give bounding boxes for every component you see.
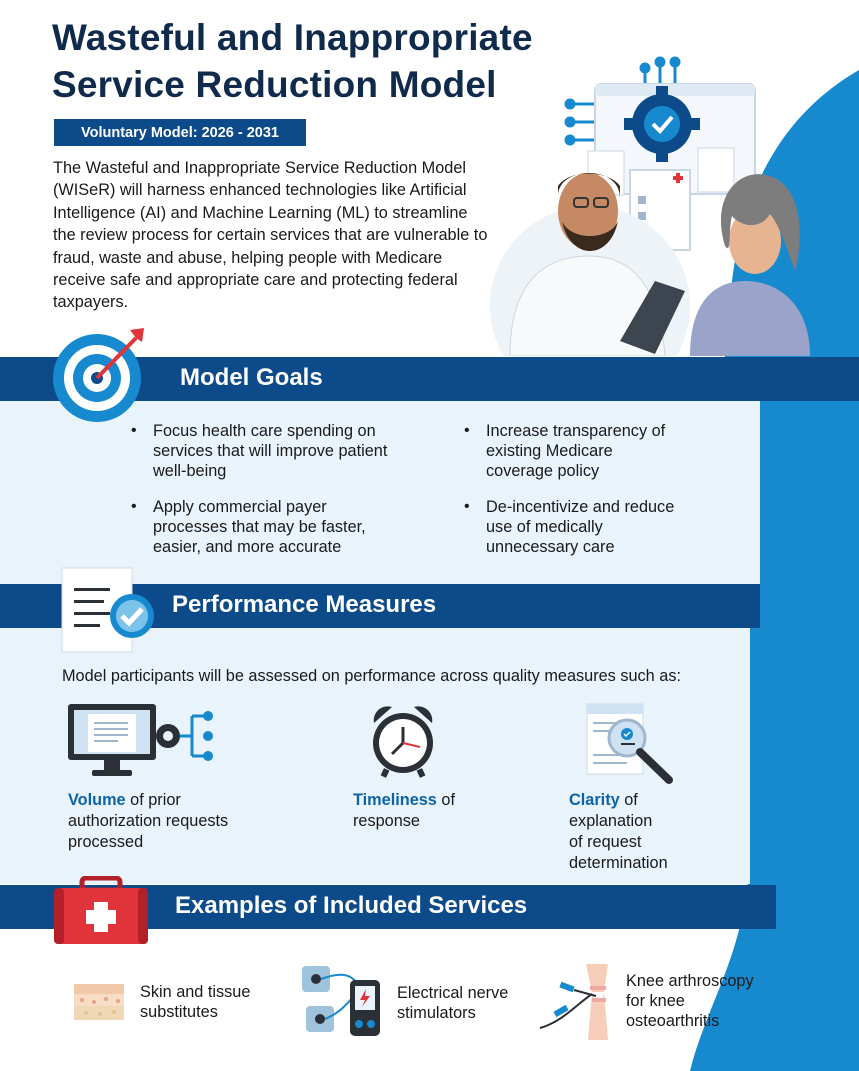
goal-item: • Increase transparency of existing Medicare coverage policy [464,421,684,481]
target-icon [52,326,152,422]
measure-timeliness-text: of [436,791,455,809]
goal-item: • Focus health care spending on services that will improve patient well-being [131,421,391,481]
measure-volume-line2: authorization requests [68,812,229,830]
services-title: Examples of Included Services [175,892,528,919]
goal-item: • De-incentivize and reduce use of medically unnecessary care [464,497,684,557]
measure-volume-bold: Volume [68,791,126,809]
alarm-clock-icon [368,703,438,779]
first-aid-kit-icon [52,876,150,946]
measure-clarity-line2: explanation [569,812,653,830]
measure-clarity-text: of [619,791,638,809]
service-knee-line1: Knee arthroscopy [626,972,754,990]
measure-clarity-line4: determination [569,854,668,872]
goals-list-left [131,421,391,573]
knee-icon [532,962,622,1042]
measure-volume-text: of prior [125,791,181,809]
monitor-icon [66,702,216,780]
intro-paragraph: The Wasteful and Inappropriate Service Reduction Model (WISeR) will harness enhanced technologies like Artificial Intelligence (AI) and Machine Learning (ML) to streamline the review process for certain services that are vulnerable to fraud, waste and abuse, helping people with Medicare receive safe and appropriate care and protecting federal taxpayers. [53,159,488,312]
measure-clarity-bold: Clarity [569,791,620,809]
service-knee-arthroscopy [626,971,754,1031]
measure-clarity-line3: of request [569,833,642,851]
measure-timeliness-bold: Timeliness [353,791,437,809]
model-dates-badge: Voluntary Model: 2026 - 2031 [54,119,306,146]
measure-timeliness [353,790,533,832]
goals-list-right [464,421,684,573]
service-skin-line2: substitutes [140,1003,218,1021]
measure-clarity [569,790,729,874]
goal-item: • Apply commercial payer processes that may be faster, easier, and more accurate [131,497,391,557]
service-skin-tissue [140,982,250,1022]
title-line-1: Wasteful and Inappropriate [52,17,533,58]
checklist-document-icon [58,566,162,654]
performance-intro: Model participants will be assessed on performance across quality measures such as: [62,667,681,685]
service-nerve-line1: Electrical nerve [397,984,509,1002]
title-line-2: Service Reduction Model [52,64,497,105]
performance-title: Performance Measures [172,591,437,618]
skin-tissue-icon [72,980,126,1024]
goals-title: Model Goals [180,364,323,391]
measure-timeliness-line2: response [353,812,420,830]
service-knee-line3: osteoarthritis [626,1012,720,1030]
service-skin-line1: Skin and tissue [140,983,251,1001]
page-title [52,14,612,108]
service-knee-line2: for knee [626,992,685,1010]
magnifier-document-icon [585,702,679,786]
service-nerve-line2: stimulators [397,1004,476,1022]
measure-volume-line3: processed [68,833,144,851]
nerve-stimulator-icon [300,962,386,1038]
measure-volume [68,790,288,853]
service-nerve-stimulators [397,983,508,1023]
